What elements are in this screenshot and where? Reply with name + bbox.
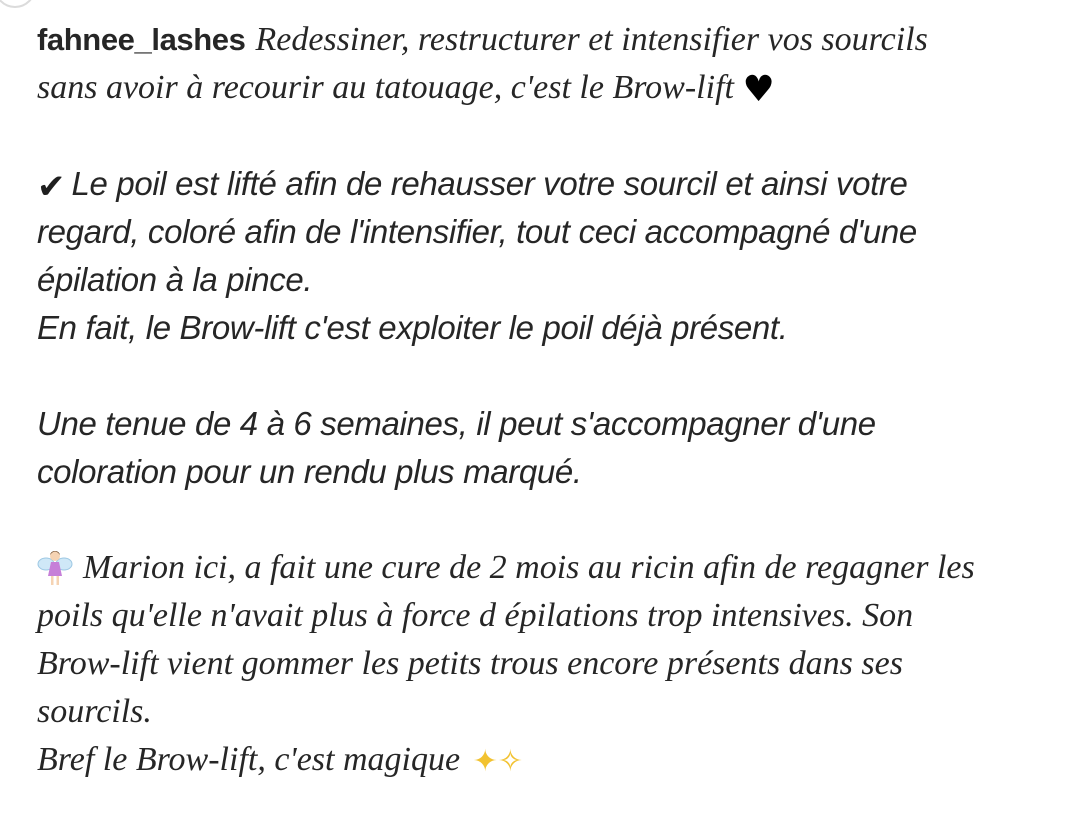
caption-line bbox=[37, 688, 1047, 736]
caption-text: sourcils. bbox=[37, 693, 152, 730]
caption-text: Marion ici, a fait une cure de 2 mois au ricin afin de regagner les bbox=[83, 549, 975, 586]
caption-line bbox=[37, 64, 1047, 112]
heavy-check-mark-icon: ✔ bbox=[37, 167, 66, 208]
caption-line bbox=[37, 208, 1047, 256]
caption-text: Le poil est lifté afin de rehausser votre sourcil et ainsi votre bbox=[71, 165, 908, 202]
caption-line bbox=[37, 640, 1047, 688]
sparkles-icon: ✦✧ bbox=[472, 744, 523, 780]
caption-text: épilation à la pince. bbox=[37, 261, 313, 298]
caption-line bbox=[37, 256, 1047, 304]
caption-line bbox=[37, 400, 1047, 448]
avatar[interactable] bbox=[0, 0, 36, 8]
post-caption bbox=[37, 16, 1047, 784]
caption-text: poils qu'elle n'avait plus à force d épilations trop intensives. Son bbox=[37, 597, 914, 634]
caption-text: Brow-lift vient gommer les petits trous encore présents dans ses bbox=[37, 645, 903, 682]
caption-line bbox=[37, 16, 1047, 64]
blank-line bbox=[37, 496, 1047, 544]
caption-text: Bref le Brow-lift, c'est magique bbox=[37, 741, 461, 778]
caption-text: coloration pour un rendu plus marqué. bbox=[37, 453, 582, 490]
blank-line bbox=[37, 352, 1047, 400]
caption-line bbox=[37, 304, 1047, 352]
caption-text: Redessiner, restructurer et intensifier vos sourcils bbox=[255, 21, 928, 58]
caption-line bbox=[37, 592, 1047, 640]
black-heart-icon: ♥ bbox=[742, 69, 775, 111]
caption-line bbox=[37, 544, 1047, 592]
caption-text: En fait, le Brow-lift c'est exploiter le poil déjà présent. bbox=[37, 309, 788, 346]
fairy-icon bbox=[37, 548, 73, 593]
caption-line bbox=[37, 448, 1047, 496]
caption-line bbox=[37, 160, 1047, 208]
blank-line bbox=[37, 112, 1047, 160]
username-link[interactable]: fahnee_lashes bbox=[37, 22, 246, 57]
caption-text: regard, coloré afin de l'intensifier, tout ceci accompagné d'une bbox=[37, 213, 917, 250]
caption-text: Une tenue de 4 à 6 semaines, il peut s'accompagner d'une bbox=[37, 405, 876, 442]
caption-text: sans avoir à recourir au tatouage, c'est le Brow-lift bbox=[37, 69, 734, 106]
caption-line bbox=[37, 736, 1047, 784]
